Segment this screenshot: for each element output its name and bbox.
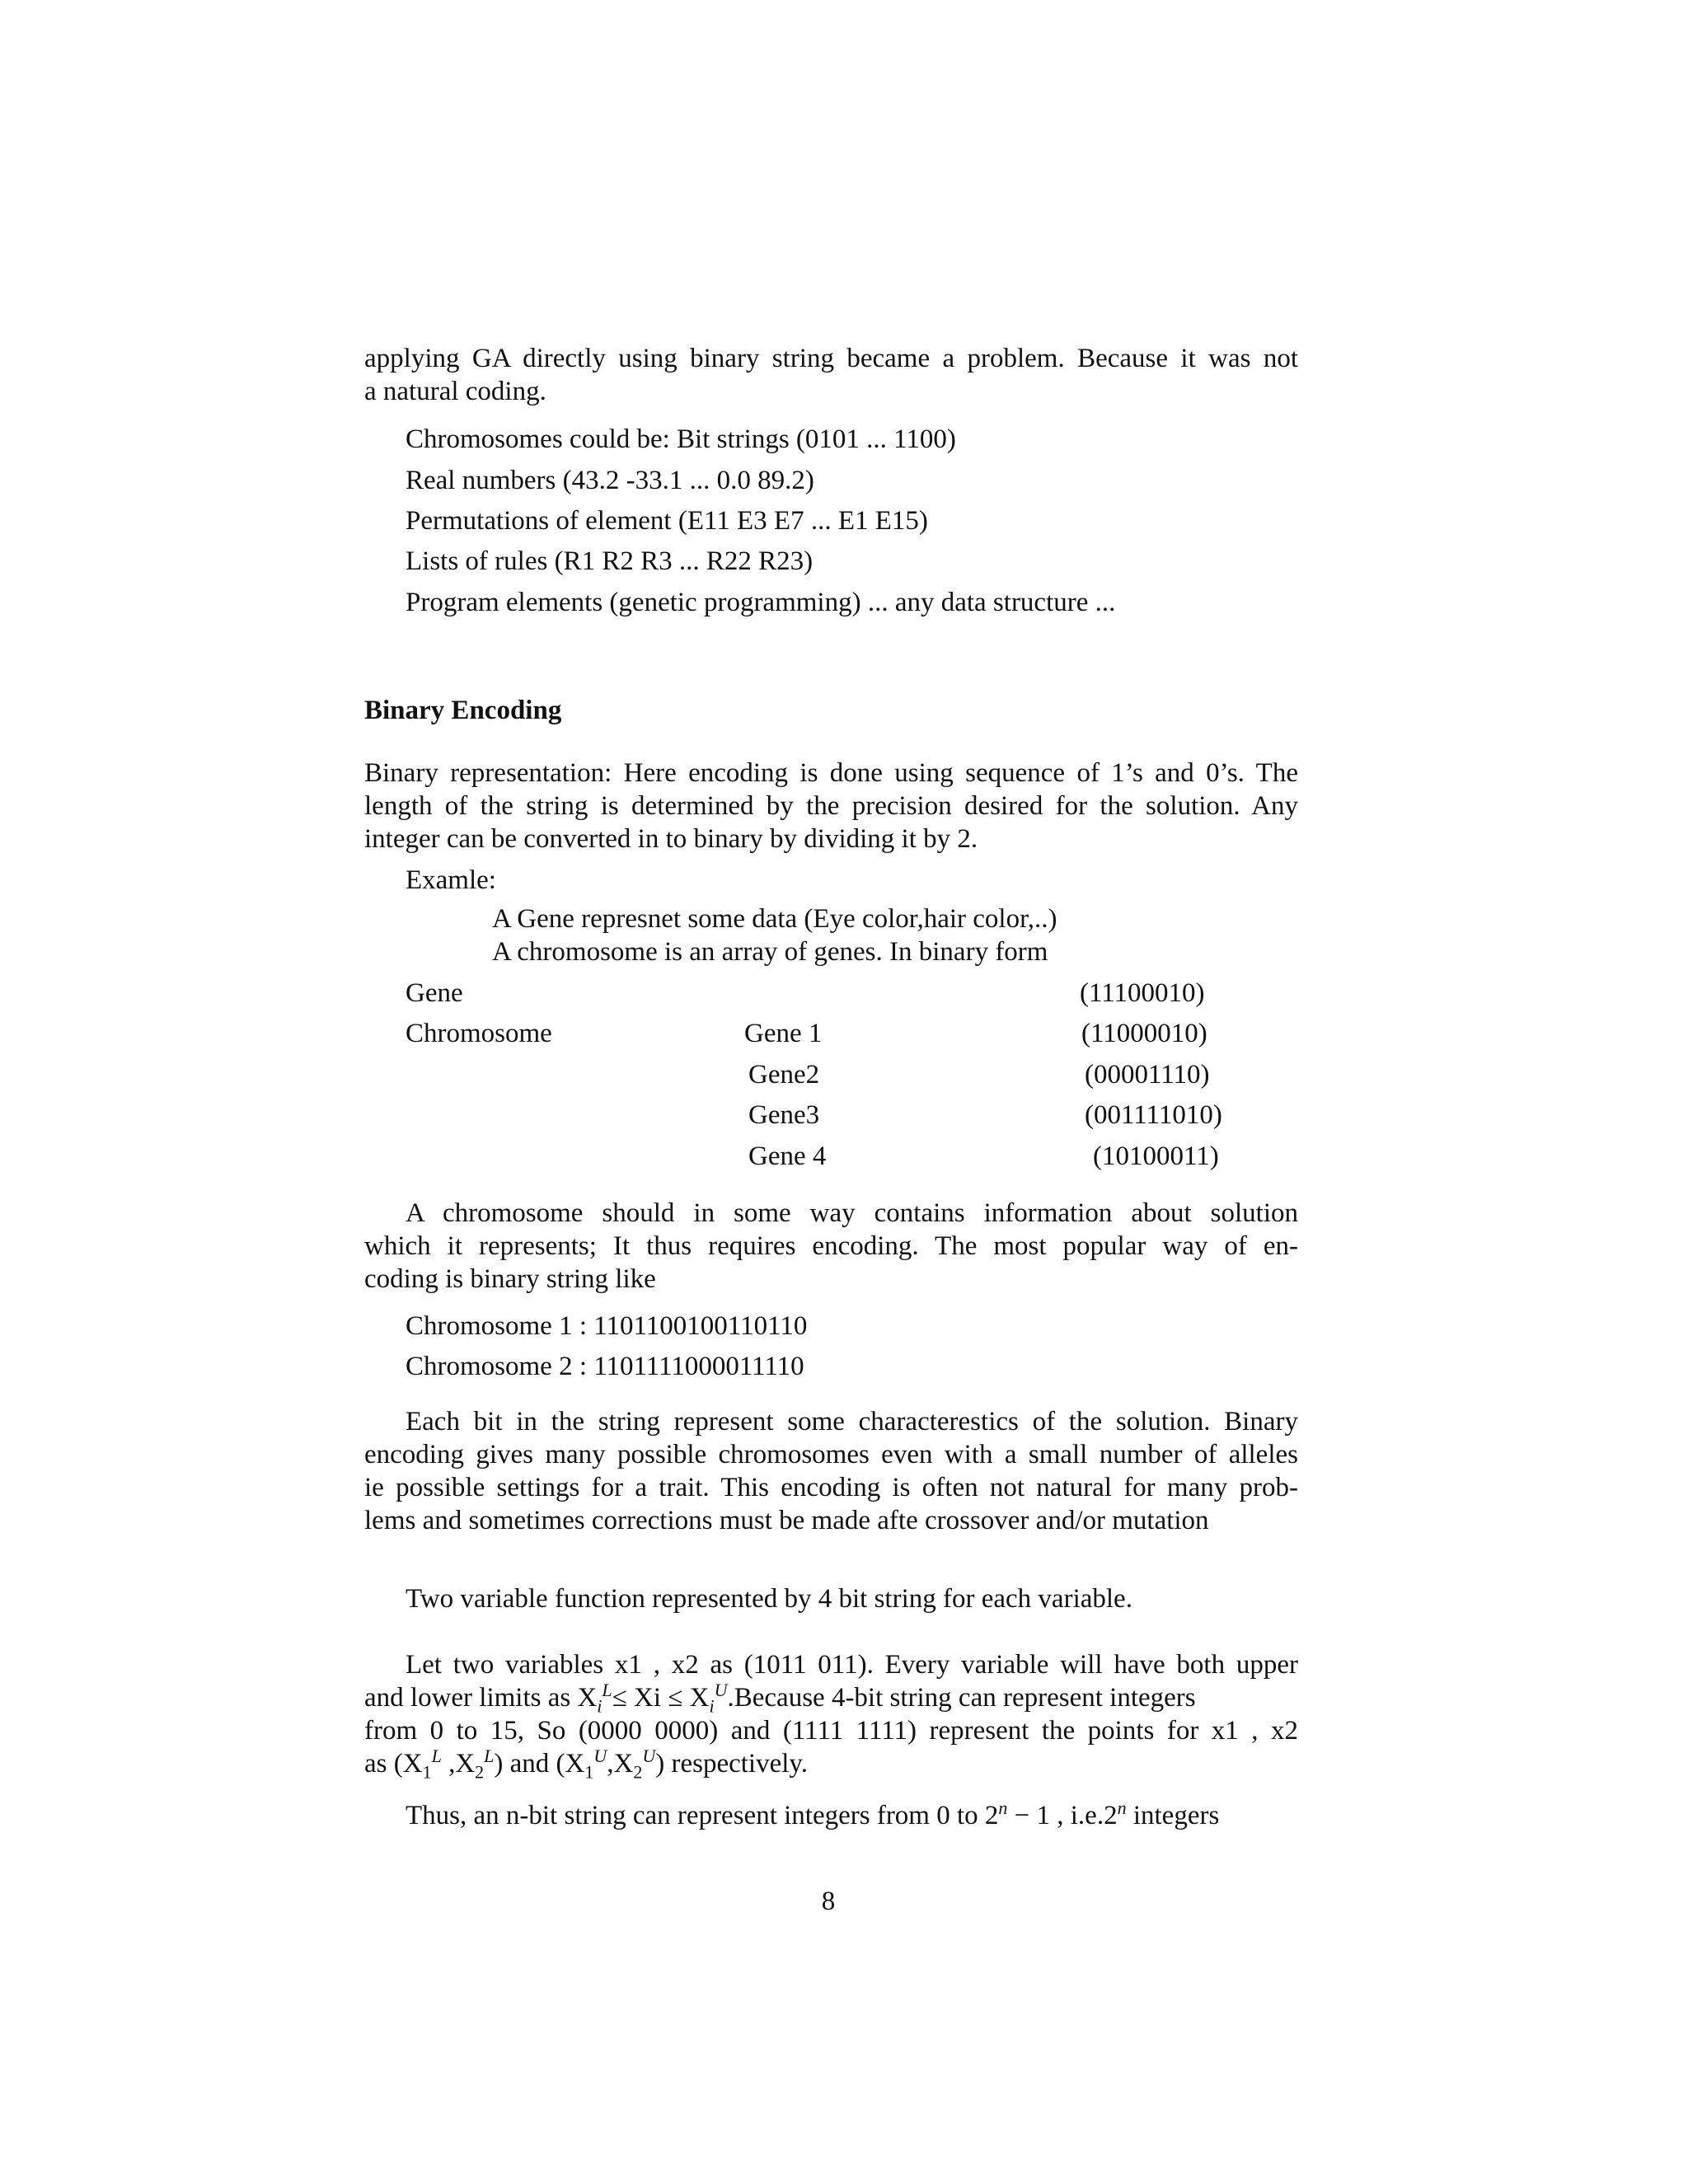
chromosome-type-permutations: Permutations of element (E11 E3 E7 ... E1 E15) bbox=[406, 506, 928, 536]
gene-row-value: (001111010) bbox=[1085, 1100, 1222, 1130]
chromosome-2: Chromosome 2 : 1101111000011110 bbox=[406, 1352, 804, 1381]
solution-line-3: coding is binary string like bbox=[364, 1264, 656, 1294]
gene-value: (11100010) bbox=[1080, 978, 1205, 1008]
bits-line-1: Each bit in the string represent some characterestics of the solution. Binary bbox=[406, 1407, 1298, 1436]
binary-rep-line-3: integer can be converted in to binary by dividing it by 2. bbox=[364, 824, 978, 854]
n-bit-line: Thus, an n-bit string can represent integers from 0 to $2^n - 1$ , i.e.2$^n$ integers bbox=[406, 1797, 1220, 1830]
binary-rep-line-2: length of the string is determined by the precision desired for the solution. Any bbox=[364, 791, 1298, 821]
limits-line-1: Let two variables x1 , x2 as (1011 011). Every variable will have both upper bbox=[406, 1650, 1298, 1680]
section-heading: Binary Encoding bbox=[364, 696, 562, 725]
gene-row-name: Gene3 bbox=[748, 1100, 820, 1130]
gene-row-value: (00001110) bbox=[1085, 1060, 1210, 1090]
limits-line-2: and lower limits as $X_i^L\le Xi$ ≤ $X_i^U.Because$ 4-bit string can represent integers bbox=[364, 1680, 1196, 1717]
solution-line-2: which it represents; It thus requires encoding. The most popular way of en- bbox=[364, 1231, 1298, 1261]
chromosome-type-rules: Lists of rules (R1 R2 R3 ... R22 R23) bbox=[406, 546, 814, 576]
gene-row-value: (11000010) bbox=[1081, 1019, 1207, 1048]
bits-line-3: ie possible settings for a trait. This encoding is often not natural for many prob- bbox=[364, 1473, 1298, 1502]
chromosome-label: Chromosome bbox=[406, 1019, 552, 1048]
chromosome-1: Chromosome 1 : 1101100100110110 bbox=[406, 1311, 808, 1341]
example-line-1: A Gene represnet some data (Eye color,hair color,..) bbox=[492, 904, 1057, 934]
two-variable-text: Two variable function represented by 4 bit string for each variable. bbox=[406, 1584, 1132, 1614]
bits-line-2: encoding gives many possible chromosomes even with a small number of alleles bbox=[364, 1440, 1298, 1469]
intro-line-2: a natural coding. bbox=[364, 377, 546, 406]
limits-line-3: from 0 to 15, So (0000 0000) and (1111 1111) represent the points for x1 , x2 bbox=[364, 1716, 1298, 1746]
example-line-2: A chromosome is an array of genes. In binary form bbox=[492, 937, 1048, 967]
gene-row-name: Gene 1 bbox=[744, 1019, 823, 1048]
gene-row-value: (10100011) bbox=[1093, 1141, 1219, 1171]
binary-rep-line-1: Binary representation: Here encoding is done using sequence of 1’s and 0’s. The bbox=[364, 758, 1298, 788]
bits-line-4: lems and sometimes corrections must be made afte crossover and/or mutation bbox=[364, 1506, 1209, 1535]
example-label: Examle: bbox=[406, 865, 496, 895]
chromosome-type-real-numbers: Real numbers (43.2 -33.1 ... 0.0 89.2) bbox=[406, 466, 814, 495]
gene-row-name: Gene 4 bbox=[748, 1141, 827, 1171]
chromosome-type-bit-strings: Chromosomes could be: Bit strings (0101 ... 1100) bbox=[406, 424, 956, 454]
page-number: 8 bbox=[821, 1886, 836, 1916]
intro-line-1: applying GA directly using binary string became a problem. Because it was not bbox=[364, 344, 1298, 373]
gene-row-name: Gene2 bbox=[748, 1060, 820, 1090]
gene-label: Gene bbox=[406, 978, 463, 1008]
chromosome-type-program: Program elements (genetic programming) ... any data structure ... bbox=[406, 588, 1116, 617]
solution-line-1: A chromosome should in some way contains information about solution bbox=[406, 1198, 1298, 1228]
limits-line-4: as ($X_1^L$ $,X_2^L$) and $(X_1^U,X_2^U)$ respectively. bbox=[364, 1746, 809, 1783]
